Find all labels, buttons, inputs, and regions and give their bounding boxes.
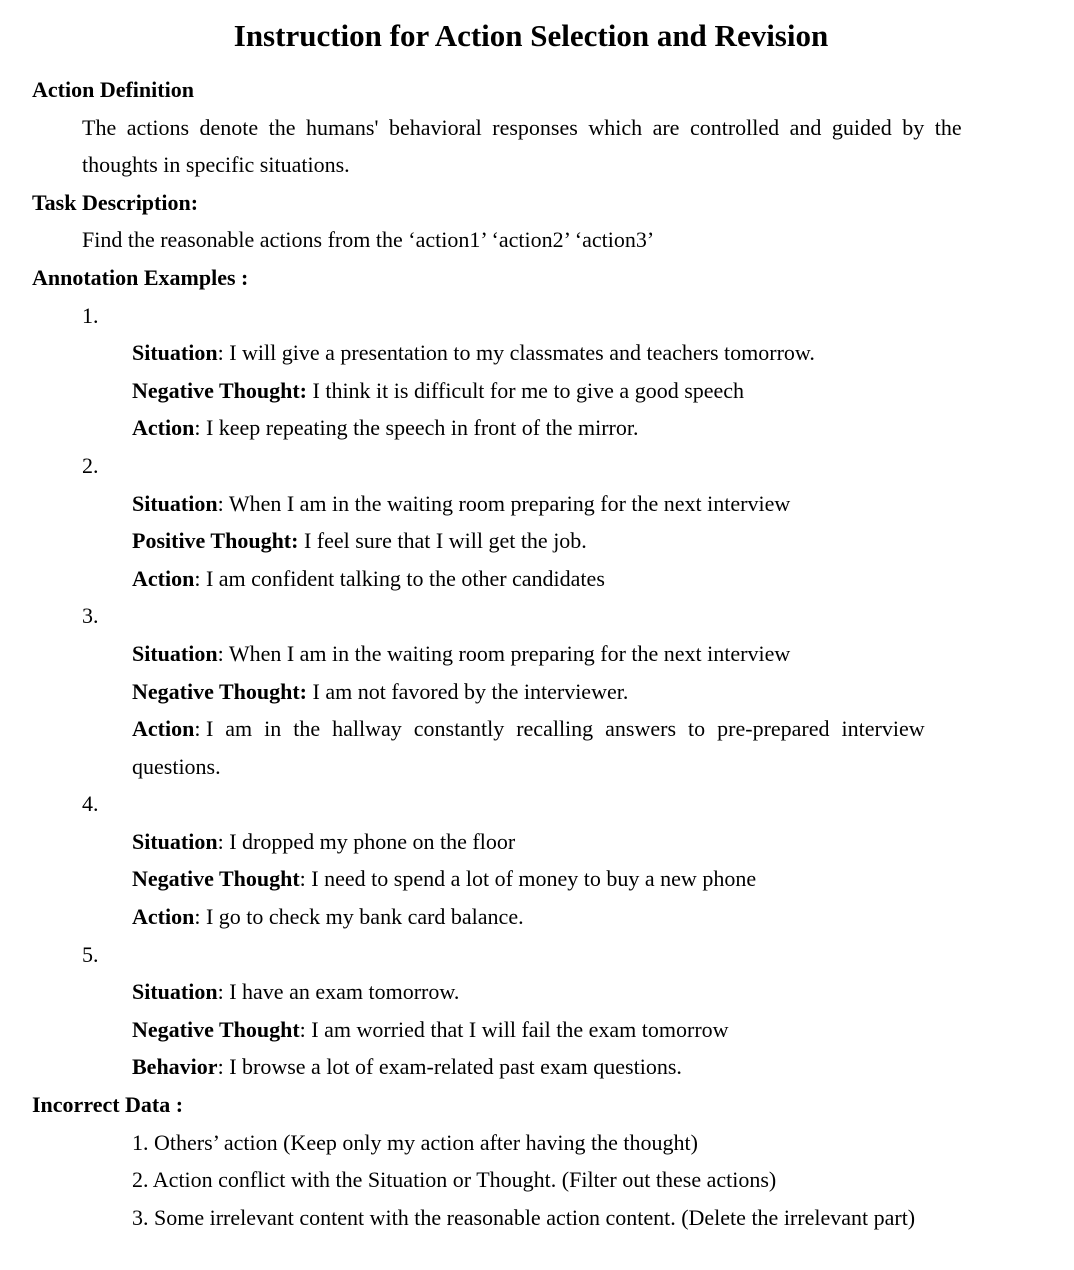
section-heading-action-definition: Action Definition [32, 77, 194, 102]
field-separator: : [217, 490, 229, 516]
field-text: When I am in the waiting room preparing for the next interview [228, 640, 791, 666]
field-separator: : [194, 904, 206, 930]
field-label: Negative Thought: [132, 678, 307, 704]
field-separator: : [217, 1054, 230, 1080]
field-label: Situation [132, 979, 218, 1005]
field-text: I am worried that I will fail the exam tomorrow [311, 1016, 729, 1042]
paragraph-line-2: thoughts in specific situations. [82, 152, 350, 178]
example-field-line [132, 409, 1030, 447]
examples-list [32, 297, 1030, 1086]
section-heading-task-description: Task Description: [32, 189, 199, 215]
incorrect-data-item: 3. Some irrelevant content with the reasonable action content. (Delete the irrelevant part) [132, 1204, 916, 1230]
example-field-line [132, 635, 1030, 673]
section-heading-incorrect-data: Incorrect Data : [32, 1092, 184, 1118]
incorrect-data-list [32, 1124, 1030, 1237]
field-text: When I am in the waiting room preparing for the next interview [228, 490, 791, 516]
field-label: Situation [132, 340, 218, 366]
field-text: I keep repeating the speech in front of the mirror. [205, 415, 639, 441]
example-field-line [132, 823, 1030, 861]
example-field-line [132, 973, 1030, 1011]
field-label: Negative Thought: [132, 377, 307, 403]
field-text: I am confident talking to the other candidates [205, 565, 605, 591]
field-label: Action [132, 716, 195, 742]
field-label: Positive Thought: [132, 528, 299, 554]
paragraph-line-1: The actions denote the humans' behavioral responses which are controlled and guided by the [82, 114, 962, 140]
field-separator: : [217, 828, 230, 854]
field-text: I browse a lot of exam-related past exam questions. [229, 1054, 682, 1080]
example-number: 1. [82, 302, 99, 328]
incorrect-data-item: 1. Others’ action (Keep only my action after having the thought) [132, 1129, 698, 1155]
field-text: I think it is difficult for me to give a good speech [312, 377, 745, 403]
field-separator: : [299, 866, 312, 892]
field-label: Negative Thought [132, 866, 300, 892]
example-number: 5. [82, 941, 99, 967]
task-description-paragraph: Find the reasonable actions from the ‘action1’ ‘action2’ ‘action3’ [82, 227, 655, 253]
field-text: I need to spend a lot of money to buy a new phone [311, 866, 757, 892]
incorrect-data-item: 2. Action conflict with the Situation or Thought. (Filter out these actions) [132, 1167, 777, 1193]
field-label: Behavior [132, 1054, 218, 1080]
field-text: I am not favored by the interviewer. [312, 678, 629, 704]
example-field-line [132, 334, 1030, 372]
example-number: 3. [82, 603, 99, 629]
example-number: 2. [82, 452, 99, 478]
example-field-line [132, 1011, 1030, 1049]
field-label: Situation [132, 490, 218, 516]
example-field-line [132, 1048, 1030, 1086]
field-separator: : [299, 1016, 312, 1042]
example-field-line [132, 372, 1030, 410]
field-text: I feel sure that I will get the job. [303, 528, 587, 554]
field-separator: : [194, 565, 206, 591]
example-number: 4. [82, 791, 99, 817]
field-separator: : [194, 716, 206, 742]
page-title: Instruction for Action Selection and Revision [233, 18, 829, 53]
field-text: I have an exam tomorrow. [229, 979, 460, 1005]
field-label: Negative Thought [132, 1016, 300, 1042]
field-label: Action [132, 415, 195, 441]
field-text: I go to check my bank card balance. [205, 904, 524, 930]
field-separator: : [217, 640, 229, 666]
field-separator: : [194, 415, 206, 441]
action-definition-paragraph [82, 109, 1030, 184]
example-field-line [132, 485, 1030, 523]
field-label: Action [132, 904, 195, 930]
field-text: I dropped my phone on the floor [229, 828, 516, 854]
example-field-line [132, 673, 1030, 711]
field-text: I am in the hallway constantly recalling answers to pre-prepared interview [205, 716, 925, 742]
example-field-line [132, 898, 1030, 936]
field-text: I will give a presentation to my classmates and teachers tomorrow. [229, 340, 815, 366]
example-field-line [132, 560, 1030, 598]
example-field-line [132, 522, 1030, 560]
section-heading-annotation-examples: Annotation Examples : [32, 264, 249, 290]
field-text-continued: questions. [132, 753, 221, 779]
field-label: Action [132, 565, 195, 591]
field-label: Situation [132, 640, 218, 666]
example-field-line [132, 860, 1030, 898]
example-field-line [132, 710, 1030, 785]
field-separator: : [217, 979, 230, 1005]
field-separator: : [217, 340, 230, 366]
field-label: Situation [132, 828, 218, 854]
